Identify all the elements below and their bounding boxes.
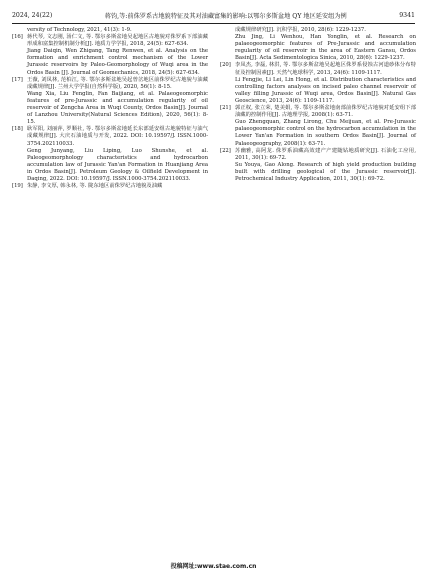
page-number: 9341 bbox=[399, 11, 415, 19]
reference-text: 郭正权, 张立荣, 楚美娟, 等. 鄂尔多斯盆地南部前侏罗纪古地貌对延安组下部油藏的控制作用[J]. 古地理学报, 2008(1): 63-71. bbox=[235, 105, 416, 119]
footer-submission-url: 投稿网址:www.stae.com.cn bbox=[170, 563, 257, 570]
reference-list bbox=[220, 62, 416, 183]
reference-text-english: Jiang Daiqin, Wen Zhigang, Tang Renwen, et al. Analysis on the formation and enrichment control mechanism of the Lower Jurassic reservoirs by Paleo-Geomorphology of Wuqi area in the Ordos Basin [J]. Journal of Geomechanics, 2018, 24(5): 627-634. bbox=[27, 48, 208, 76]
reference-entry bbox=[12, 183, 208, 190]
reference-entry bbox=[12, 77, 208, 127]
reference-text-english: Wang Xia, Liu Fenglin, Fan Baijiang, et al. Palaeogeomorphic features of pre-Jurassic and accumulation regularity of oil reservoir of Zengcha Area in Wuqi County, Ordos Basin[J]. Journal of Lanzhou University(Natural Sciences Edition), 2020, 56(1): 8-15. bbox=[27, 90, 208, 126]
reference-text: 苏幽雅, 高阿龙. 侏罗系油藏高效建产产建随钻地质研究[J]. 石油化工应用, 2011, 30(1): 69-72. bbox=[235, 147, 416, 161]
reference-text: 王薇, 刘凤林, 范柏江, 等. 鄂尔多斯盆地吴起曾岔地区前侏罗纪古地貌与油藏成藏规律[J]. 兰州大学学报(自然科学版), 2020, 56(1): 8-15. bbox=[27, 76, 208, 90]
reference-entry bbox=[12, 126, 208, 183]
reference-text-english: Su Youya, Gao Along. Research of high yield production building built with drilling geological of the Jurassic reservoir[J]. Petrochemical Industry Application, 2011, 30(1): 69-72. bbox=[235, 161, 416, 182]
reference-text-english: Guo Zhengquan, Zhang Lirong, Chu Meijuan, et al. Pre-Jurassic palaeogeomorphic control on the hydrocarbon accumulation in the Lower Yan'an Formation in southern Ordos Basin[J]. Journal of Palaeogeography, 2008(1): 63-71. bbox=[235, 119, 416, 147]
reference-entry bbox=[220, 62, 416, 105]
reference-list bbox=[12, 34, 208, 190]
journal-issue: 2024, 24(22) bbox=[12, 11, 53, 19]
reference-entry bbox=[220, 105, 416, 148]
reference-text: 朱静, 李文厚, 韩永林, 等. 陇东地区前侏罗纪古地貌及油藏 bbox=[27, 183, 163, 190]
reference-number: [22] bbox=[220, 147, 231, 154]
running-title: 蒋钧,等:前侏罗系古地貌特征及其对油藏富集的影响:以鄂尔多斯盆地 QY 地区延安组为例 bbox=[104, 12, 347, 20]
header-divider bbox=[12, 23, 415, 24]
reference-number: [19] bbox=[12, 183, 23, 190]
reference-text-english: Geng Junyang, Liu Liping, Luo Shunshe, et al. Paleogeomorphology characteristics and hydrocarbon accumulation law of Jurassic Yan'an Formation in Huanjiang Area in Ordos Basin[J]. Petroleum Geology & Oilfield Development in Daqing, 2022. DOI: 10.19597/J. ISSN.1000-3754.202110033. bbox=[27, 147, 208, 182]
reference-continuation: versity of Technology, 2021, 41(3): 1-9. bbox=[27, 27, 132, 33]
reference-number: [20] bbox=[220, 62, 231, 69]
reference-text: 李凤杰, 李磊, 林洪, 等. 鄂尔多斯盆地吴起地区侏罗系侵蚀古河道砂体分布特征及控制因素[J]. 天然气地球科学, 2013, 24(6): 1109-1117. bbox=[235, 62, 416, 76]
right-column bbox=[220, 27, 416, 183]
reference-number: [17] bbox=[12, 76, 23, 83]
reference-entry bbox=[220, 148, 416, 183]
reference-text-english: Li Fengjie, Li Lei, Lin Hong, et al. Distribution characteristics and controlling factors analyses on incised paleo channel reservoir of valley filling Jurassic of Wuqi area, Ordos Basin[J]. Natural Gas Geoscience, 2013, 24(6): 1109-1117. bbox=[235, 76, 416, 104]
reference-number: [16] bbox=[12, 34, 23, 41]
left-column bbox=[12, 27, 208, 190]
reference-number: [21] bbox=[220, 105, 231, 112]
reference-number: [18] bbox=[12, 126, 23, 133]
running-header bbox=[12, 9, 415, 21]
reference-entry bbox=[12, 34, 208, 77]
reference-text: 耿军阳, 刘丽萍, 罗顺社, 等. 鄂尔多斯盆地延长东部延安组古地貌特征与油气成藏规律[J]. 大庆石油地质与开发, 2022. DOI: 10.19597/J. ISSN.1000-3754.202110033. bbox=[27, 126, 208, 147]
reference-continuation: 成藏规律研究[J]. 沉积学报, 2010, 28(6): 1229-1237. Zhu Jing, Li Wenhou, Han Yonglin, et al. Research on palaeogeomorphic features of Pre-Jurassic and accumulation regularity of oil reservoir in the area of Eastern Gansu, Ordos Basin[J]. Acta Sedimentologica Sinica, 2010, 28(6): 1229-1237. bbox=[235, 27, 416, 62]
reference-text: 蒋代琴, 文志刚, 汤仁文, 等. 鄂尔多斯盆地吴起地区古地貌对侏罗系下部油藏形成和富集控制机制分析[J]. 地质力学学报, 2018, 24(5): 627-634. bbox=[27, 34, 208, 48]
